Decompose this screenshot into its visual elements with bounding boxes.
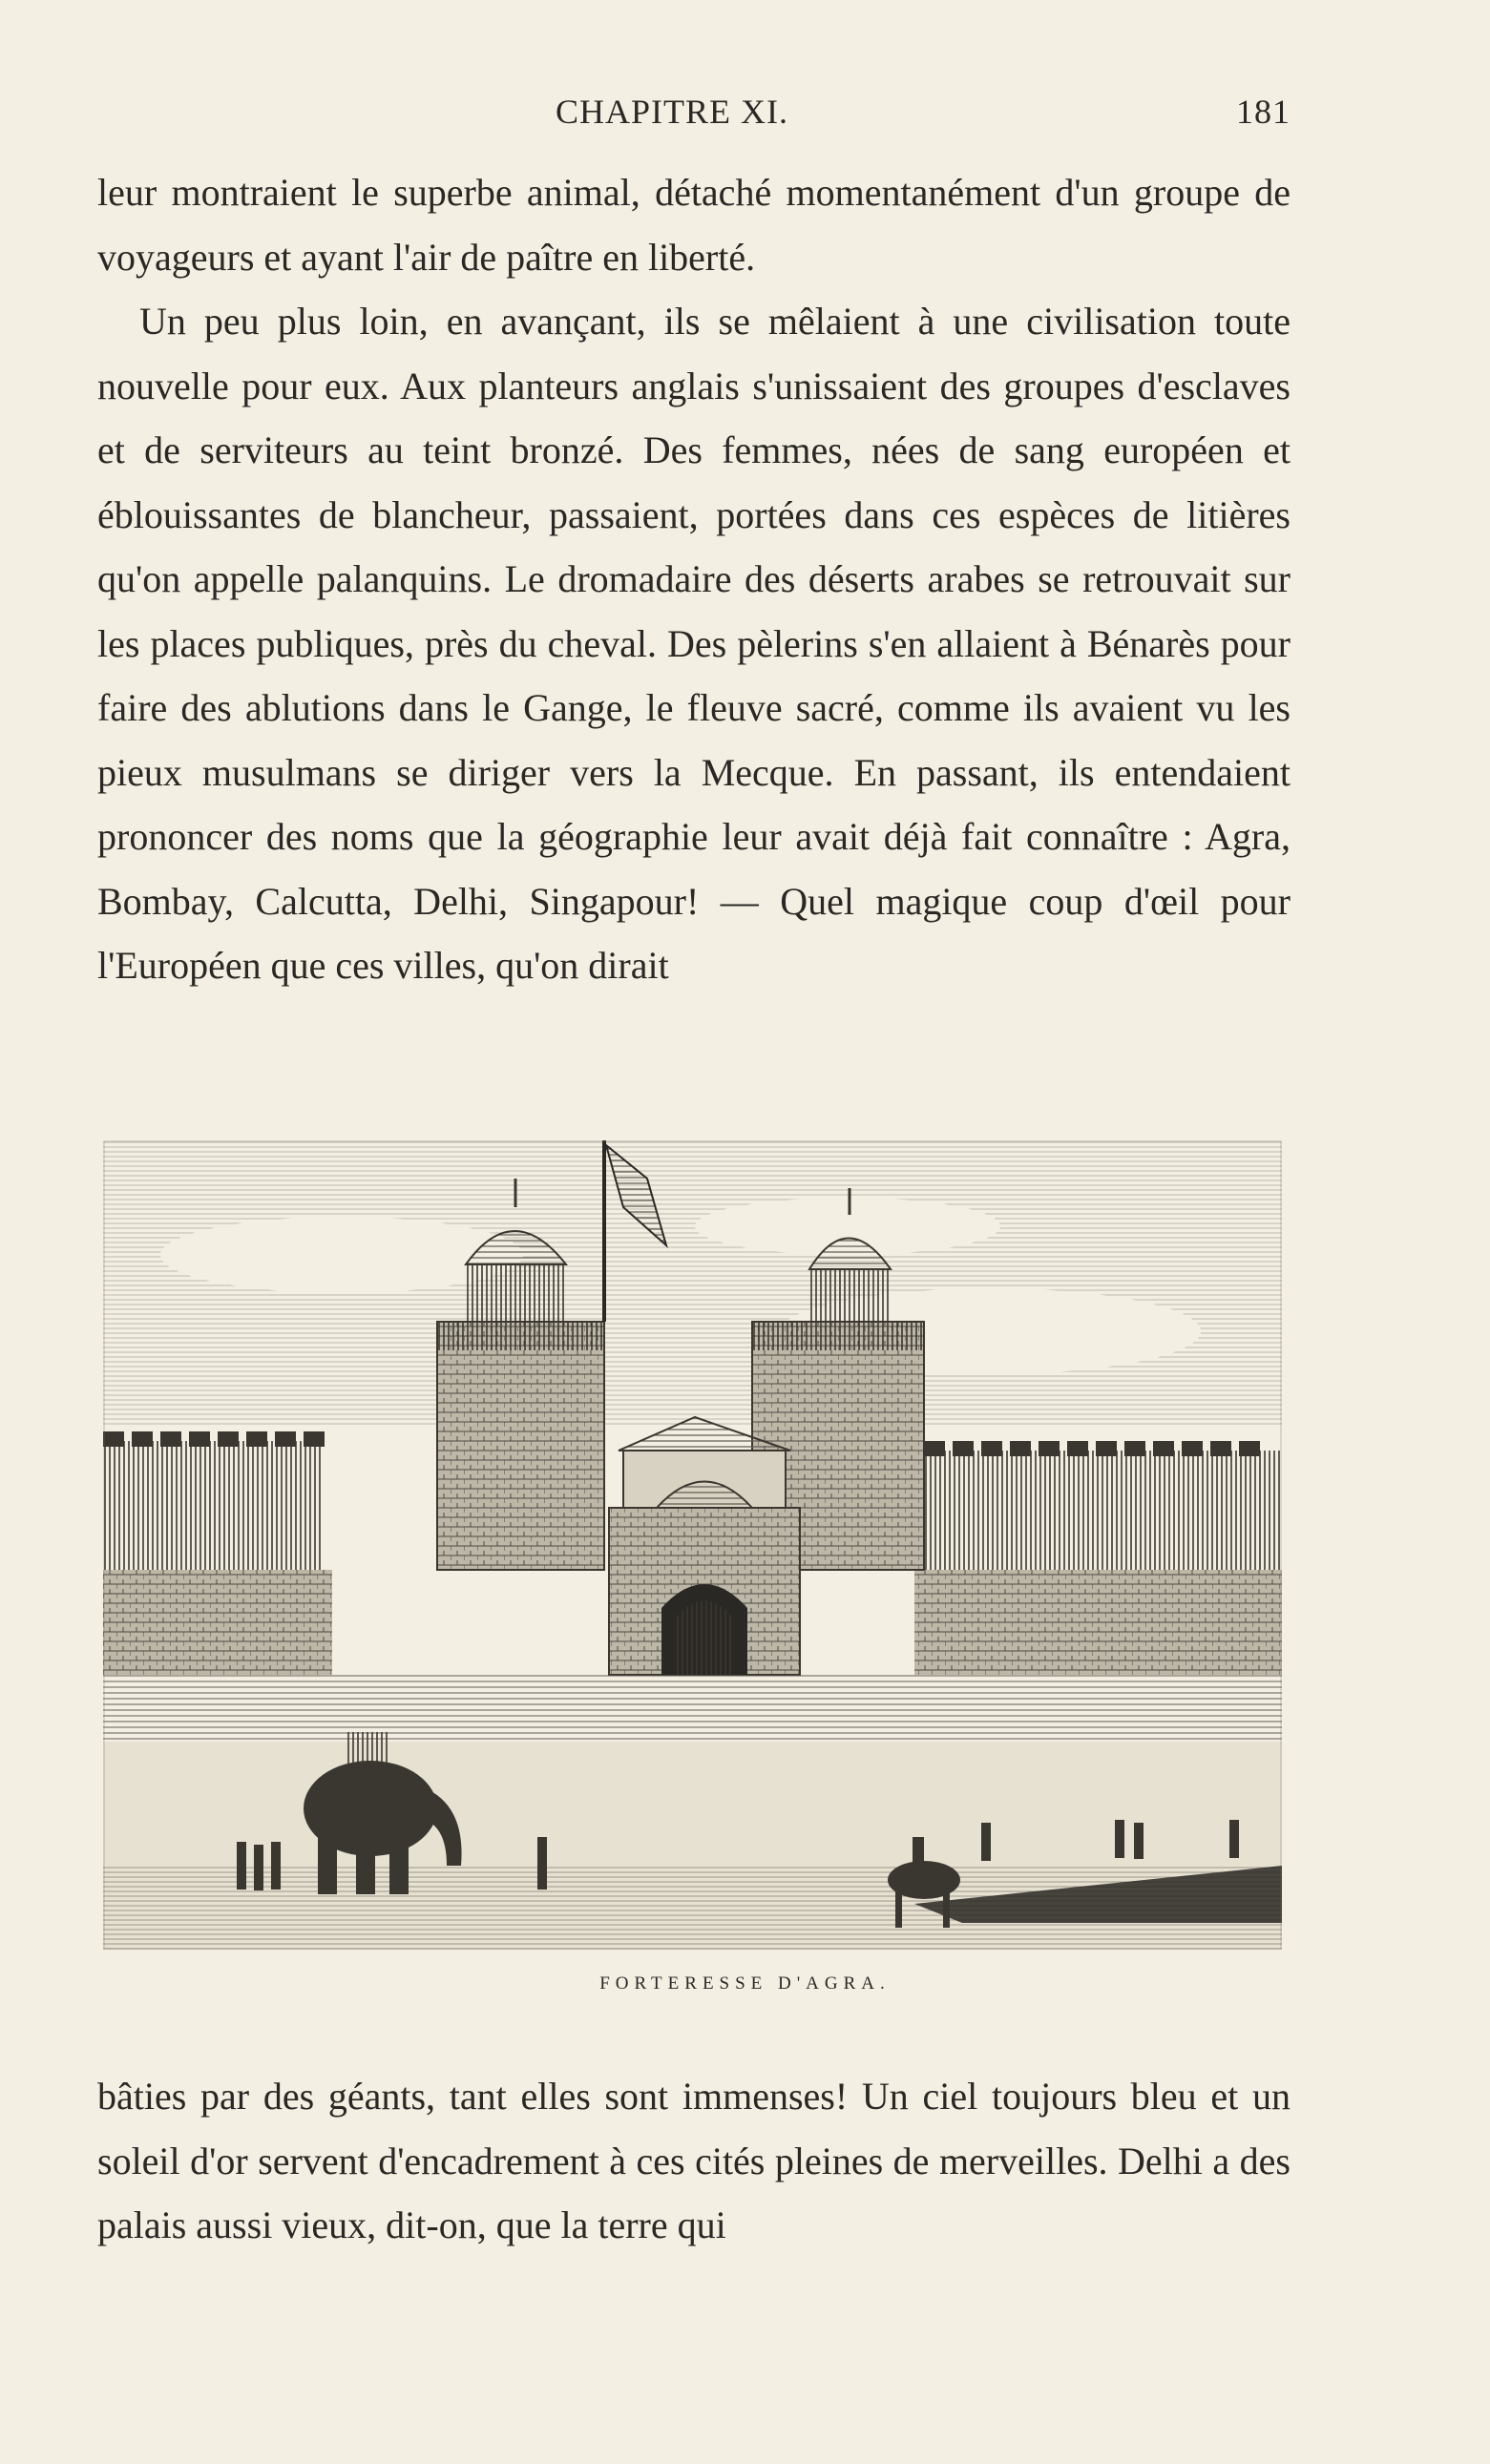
body-text-bottom [97, 2064, 1291, 2258]
paragraph: bâties par des géants, tant elles sont immenses! Un ciel toujours bleu et un soleil d'or servent d'encadrement à ces cités pleines de merveilles. Delhi a des palais aussi vieux, dit-on, que la terre qui [97, 2075, 1291, 2246]
page-number: 181 [1236, 93, 1291, 131]
figure-caption: FORTERESSE D'AGRA. [599, 1973, 891, 1994]
body-text-top [97, 160, 1291, 998]
chapter-title: CHAPITRE XI. [556, 93, 788, 131]
running-header [97, 92, 1291, 139]
paragraph: leur montraient le superbe animal, détaché momentanément d'un groupe de voyageurs et ayant l'air de paître en liberté. [97, 171, 1291, 279]
engraving-agra-fortress [103, 1140, 1282, 1950]
paragraph: Un peu plus loin, en avançant, ils se mêlaient à une civilisation toute nouvelle pour eux. Aux planteurs anglais s'unissaient des groupes d'esclaves et de serviteurs au teint bronzé. Des femmes, nées de sang européen et éblouissantes de blancheur, passaient, portées dans ces espèces de litières qu'on appelle palanquins. Le dromadaire des déserts arabes se retrouvait sur les places publiques, près du cheval. Des pèlerins s'en allaient à Bénarès pour faire des ablutions dans le Gange, le fleuve sacré, comme ils avaient vu les pieux musulmans se diriger vers la Mecque. En passant, ils entendaient prononcer des noms que la géographie leur avait déjà fait connaître : Agra, Bombay, Calcutta, Delhi, Singapour! — Quel magique coup d'œil pour l'Européen que ces villes, qu'on dirait [97, 300, 1291, 987]
